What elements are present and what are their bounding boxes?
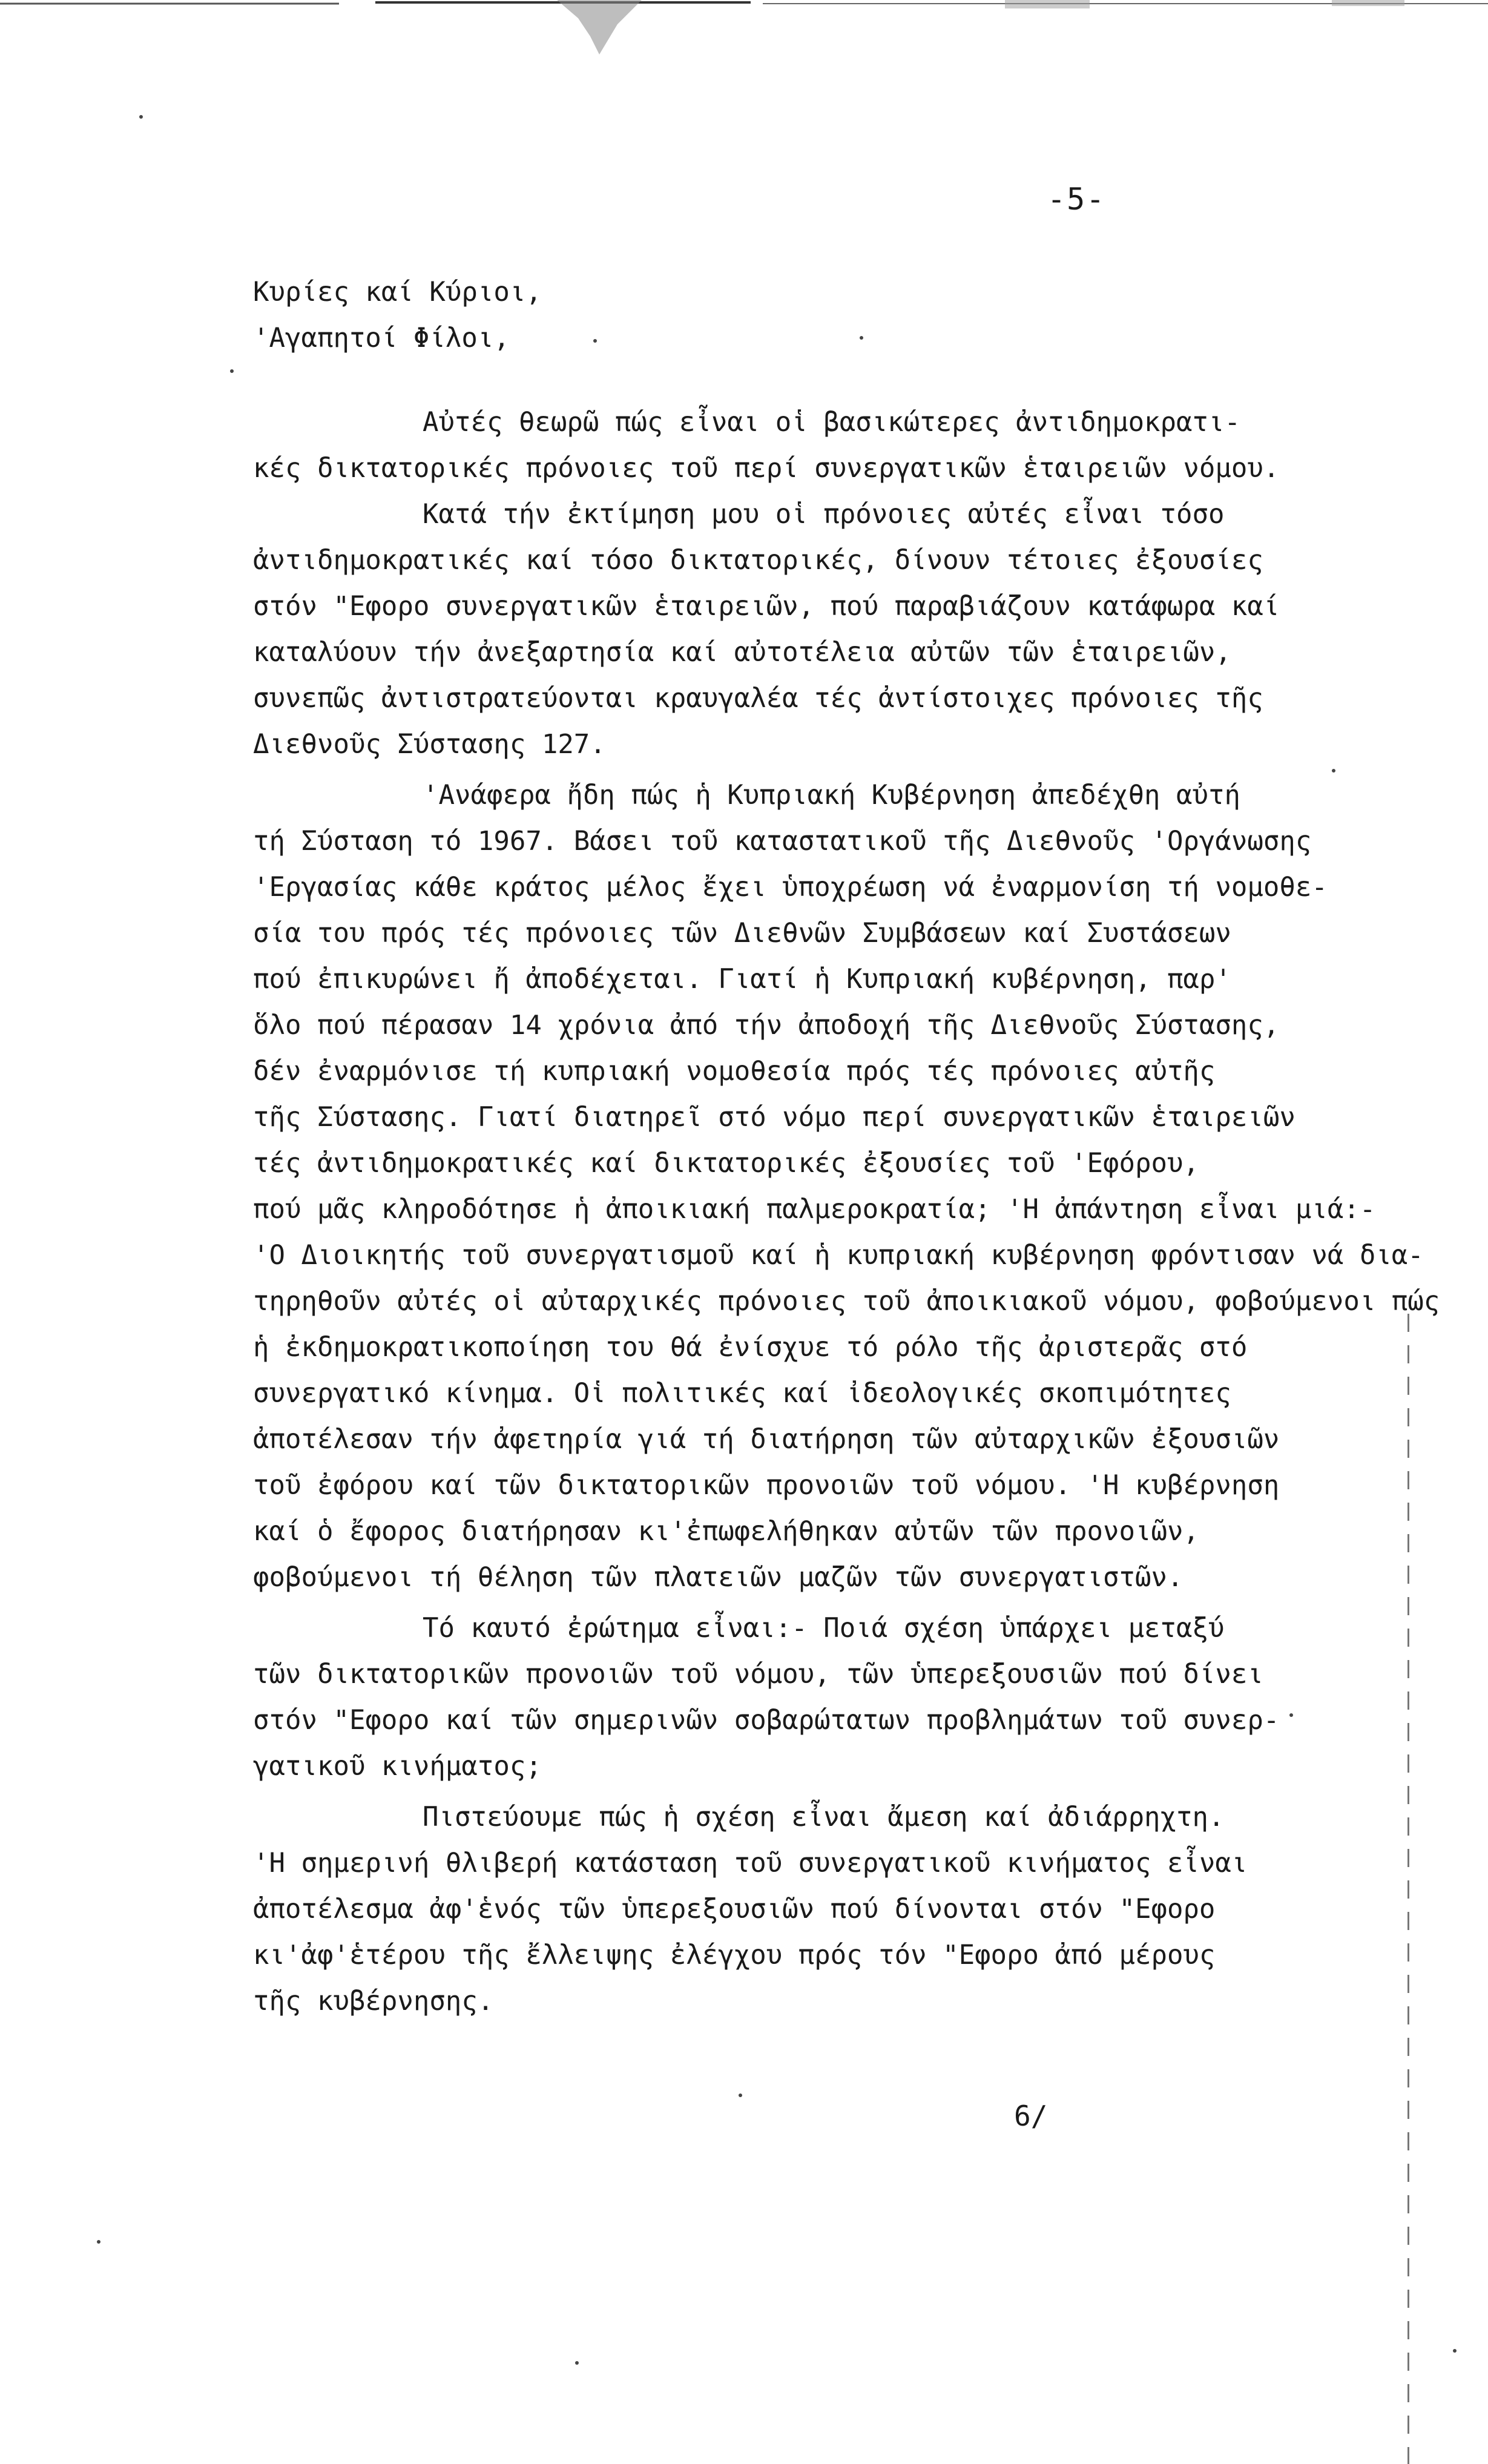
text-line: πού ἐπικυρώνει ἤ ἀποδέχεται. Γιατί ἡ Κυπριακή κυβέρνηση, παρ' bbox=[253, 964, 1231, 995]
scan-speck bbox=[1453, 2349, 1457, 2353]
text-line: τηρηθοῦν αὐτές οἱ αὐταρχικές πρόνοιες τοῦ ἀποικιακοῦ νόμου, φοβούμενοι πώς bbox=[253, 1286, 1440, 1317]
scan-speck bbox=[230, 369, 234, 373]
salutation-line: Κυρίες καί Κύριοι, bbox=[253, 277, 542, 308]
text-line: φοβούμενοι τή θέληση τῶν πλατειῶν μαζῶν τῶν συνεργατιστῶν. bbox=[253, 1562, 1183, 1593]
text-line: δέν ἐναρμόνισε τή κυπριακή νομοθεσία πρός τές πρόνοιες αὐτῆς bbox=[253, 1056, 1216, 1087]
text-line: συνεπῶς ἀντιστρατεύονται κραυγαλέα τές ἀντίστοιχες πρόνοιες τῆς bbox=[253, 683, 1263, 714]
text-line: καταλύουν τήν ἀνεξαρτησία καί αὐτοτέλεια αὐτῶν τῶν ἑταιρειῶν, bbox=[253, 637, 1231, 668]
text-line: 'Η σημερινή θλιβερή κατάσταση τοῦ συνεργατικοῦ κινήματος εἶναι bbox=[253, 1848, 1248, 1879]
paragraph-4 bbox=[253, 1606, 1355, 1790]
page-number: -5- bbox=[1047, 182, 1106, 217]
text-line: ἡ ἐκδημοκρατικοποίηση του θά ἐνίσχυε τό ρόλο τῆς ἀριστερᾶς στό bbox=[253, 1332, 1248, 1363]
continuation-marker: 6/ bbox=[1014, 2100, 1048, 2132]
text-line: ἀντιδημοκρατικές καί τόσο δικτατορικές, δίνουν τέτοιες ἐξουσίες bbox=[253, 545, 1263, 576]
text-line: ὅλο πού πέρασαν 14 χρόνια ἀπό τήν ἀποδοχή τῆς Διεθνοῦς Σύστασης, bbox=[253, 1010, 1280, 1041]
text-line: 'Εργασίας κάθε κράτος μέλος ἔχει ὑποχρέωση νά ἐναρμονίση τή νομοθε- bbox=[253, 872, 1328, 903]
text-line: τές ἀντιδημοκρατικές καί δικτατορικές ἐξουσίες τοῦ 'Εφόρου, bbox=[253, 1148, 1199, 1179]
paragraph-5 bbox=[253, 1794, 1355, 2024]
scan-speck bbox=[860, 336, 863, 340]
margin-scan-mark bbox=[1407, 1314, 1409, 2464]
scan-speck bbox=[1332, 769, 1335, 772]
text-line: καί ὁ ἔφορος διατήρησαν κι'ἐπωφελήθηκαν αὐτῶν τῶν προνοιῶν, bbox=[253, 1516, 1199, 1547]
text-line: 'Ο Διοικητής τοῦ συνεργατισμοῦ καί ἡ κυπριακή κυβέρνηση φρόντισαν νά δια- bbox=[253, 1240, 1424, 1271]
text-line: πού μᾶς κληροδότησε ἡ ἀποικιακή παλμεροκρατία; 'Η ἀπάντηση εἶναι μιά:- bbox=[253, 1194, 1376, 1225]
scan-speck bbox=[575, 2361, 579, 2365]
scan-top-edge-marks bbox=[0, 0, 1488, 85]
text-line: σία του πρός τές πρόνοιες τῶν Διεθνῶν Συμβάσεων καί Συστάσεων bbox=[253, 918, 1231, 949]
text-line: Αὐτές θεωρῶ πώς εἶναι οἱ βασικώτερες ἀντιδημοκρατι- bbox=[423, 407, 1241, 438]
text-line: γατικοῦ κινήματος; bbox=[253, 1751, 542, 1782]
text-line: στόν "Εφορο καί τῶν σημερινῶν σοβαρώτατων προβλημάτων τοῦ συνερ- bbox=[253, 1705, 1280, 1736]
text-line: κές δικτατορικές πρόνοιες τοῦ περί συνεργατικῶν ἑταιρειῶν νόμου. bbox=[253, 453, 1280, 484]
paragraph-3 bbox=[253, 772, 1440, 1601]
text-line: τή Σύσταση τό 1967. Βάσει τοῦ καταστατικοῦ τῆς Διεθνοῦς 'Οργάνωσης bbox=[253, 826, 1312, 857]
salutation bbox=[253, 269, 542, 361]
text-line: Διεθνοῦς Σύστασης 127. bbox=[253, 729, 606, 760]
scan-speck bbox=[97, 2240, 100, 2244]
salutation-line: 'Αγαπητοί Φίλοι, bbox=[253, 323, 510, 354]
text-line: τῆς Σύστασης. Γιατί διατηρεῖ στό νόμο περί συνεργατικῶν ἑταιρειῶν bbox=[253, 1102, 1295, 1133]
text-line: Τό καυτό ἐρώτημα εἶναι:- Ποιά σχέση ὑπάρχει μεταξύ bbox=[423, 1613, 1225, 1644]
text-line: ἀποτέλεσμα ἀφ'ἑνός τῶν ὑπερεξουσιῶν πού δίνονται στόν "Εφορο bbox=[253, 1894, 1216, 1925]
paragraph-1 bbox=[253, 400, 1355, 492]
text-line: τῶν δικτατορικῶν προνοιῶν τοῦ νόμου, τῶν ὑπερεξουσιῶν πού δίνει bbox=[253, 1659, 1263, 1690]
text-line: στόν "Εφορο συνεργατικῶν ἑταιρειῶν, πού παραβιάζουν κατάφωρα καί bbox=[253, 591, 1280, 622]
letter-body bbox=[253, 400, 1440, 2024]
text-line: τοῦ ἐφόρου καί τῶν δικτατορικῶν προνοιῶν τοῦ νόμου. 'Η κυβέρνηση bbox=[253, 1470, 1280, 1501]
scan-speck bbox=[593, 339, 597, 343]
text-line: τῆς κυβέρνησης. bbox=[253, 1986, 494, 2017]
text-line: 'Ανάφερα ἤδη πώς ἡ Κυπριακή Κυβέρνηση ἀπεδέχθη αὐτή bbox=[423, 780, 1241, 811]
text-line: κι'ἀφ'ἑτέρου τῆς ἔλλειψης ἐλέγχου πρός τόν "Εφορο ἀπό μέρους bbox=[253, 1940, 1216, 1971]
text-line: Κατά τήν ἐκτίμηση μου οἱ πρόνοιες αὐτές εἶναι τόσο bbox=[423, 499, 1225, 530]
text-line: συνεργατικό κίνημα. Οἱ πολιτικές καί ἰδεολογικές σκοπιμότητες bbox=[253, 1378, 1231, 1409]
text-line: ἀποτέλεσαν τήν ἀφετηρία γιά τή διατήρηση τῶν αὐταρχικῶν ἐξουσιῶν bbox=[253, 1424, 1280, 1455]
scan-speck bbox=[1289, 1713, 1293, 1717]
paragraph-2 bbox=[253, 492, 1355, 768]
scan-speck bbox=[139, 115, 143, 119]
text-line: Πιστεύουμε πώς ἡ σχέση εἶναι ἄμεση καί ἀδιάρρηχτη. bbox=[423, 1802, 1225, 1833]
scan-speck bbox=[739, 2093, 742, 2097]
